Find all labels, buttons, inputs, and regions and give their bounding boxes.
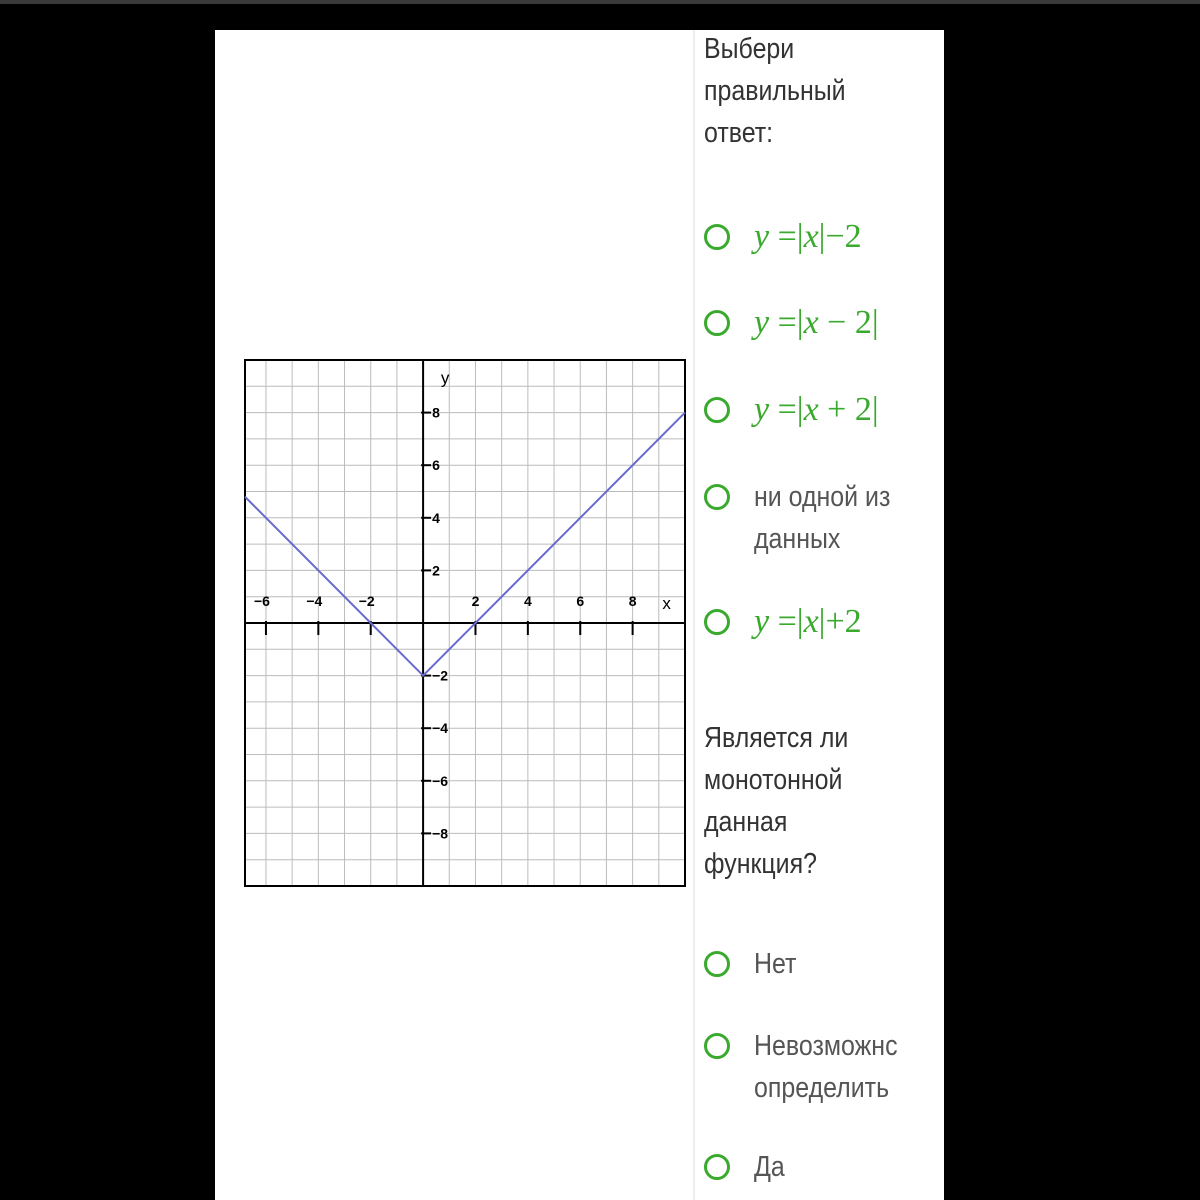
formula-x: x [803, 391, 819, 428]
radio-icon[interactable] [704, 224, 730, 250]
formula-suffix: |−2 [818, 218, 862, 255]
y-tick-label: −2 [432, 667, 449, 684]
question-1-title: Выбери правильный ответ: [704, 33, 846, 149]
formula-y: y [754, 391, 770, 428]
option-label: Нет [754, 948, 797, 980]
x-tick-label: 6 [576, 593, 585, 609]
formula-x: x [803, 304, 819, 341]
option-cannot-determine[interactable] [704, 1030, 934, 1109]
formula-x: x [803, 603, 819, 640]
formula-mid: =| [769, 218, 804, 255]
formula-mid: =| [769, 603, 804, 640]
formula-y: y [754, 218, 770, 255]
x-tick-label: −6 [253, 593, 270, 609]
option-label [754, 390, 879, 430]
question-2-title: Является ли монотонной данная функция? [704, 722, 849, 880]
formula-mid: =| [769, 391, 804, 428]
y-tick-label: 4 [432, 509, 440, 526]
y-tick-label: −8 [432, 825, 449, 842]
x-tick-label: 8 [628, 593, 637, 609]
y-tick-label: −6 [432, 772, 449, 789]
function-graph [243, 358, 687, 888]
formula-x: x [803, 218, 819, 255]
option-2[interactable] [704, 304, 934, 343]
radio-icon[interactable] [704, 951, 730, 977]
formula-suffix: + 2| [818, 391, 879, 428]
formula-suffix: − 2| [818, 304, 879, 341]
option-yes[interactable] [704, 1151, 934, 1188]
x-tick-label: 2 [471, 593, 480, 609]
formula-suffix: |+2 [818, 603, 862, 640]
option-4[interactable] [704, 481, 934, 560]
column-divider [693, 30, 695, 1200]
radio-icon[interactable] [704, 609, 730, 635]
radio-icon[interactable] [704, 397, 730, 423]
x-tick-label: −2 [358, 593, 375, 609]
y-axis-label: y [440, 368, 450, 388]
option-3[interactable] [704, 391, 934, 430]
formula-y: y [754, 603, 770, 640]
radio-icon[interactable] [704, 1154, 730, 1180]
y-tick-label: 8 [432, 404, 440, 421]
x-tick-label: −4 [306, 593, 323, 609]
option-1[interactable] [704, 218, 934, 257]
option-label: Невозможнс определить [754, 1030, 898, 1104]
y-tick-label: −4 [432, 720, 449, 737]
y-tick-label: 6 [432, 457, 440, 474]
formula-y: y [754, 304, 770, 341]
option-label: ни одной из данных [754, 481, 891, 555]
radio-icon[interactable] [704, 1033, 730, 1059]
y-tick-label: 2 [432, 562, 440, 579]
radio-icon[interactable] [704, 310, 730, 336]
option-5[interactable] [704, 603, 934, 642]
formula-mid: =| [769, 304, 804, 341]
radio-icon[interactable] [704, 484, 730, 510]
option-label: Да [754, 1151, 785, 1183]
x-tick-label: 4 [523, 593, 532, 609]
option-no[interactable] [704, 948, 934, 985]
option-label [754, 303, 879, 343]
top-border [0, 0, 1200, 4]
x-axis-label: x [662, 594, 671, 613]
option-label [754, 602, 862, 642]
graph-svg [243, 358, 687, 888]
option-label [754, 217, 862, 257]
